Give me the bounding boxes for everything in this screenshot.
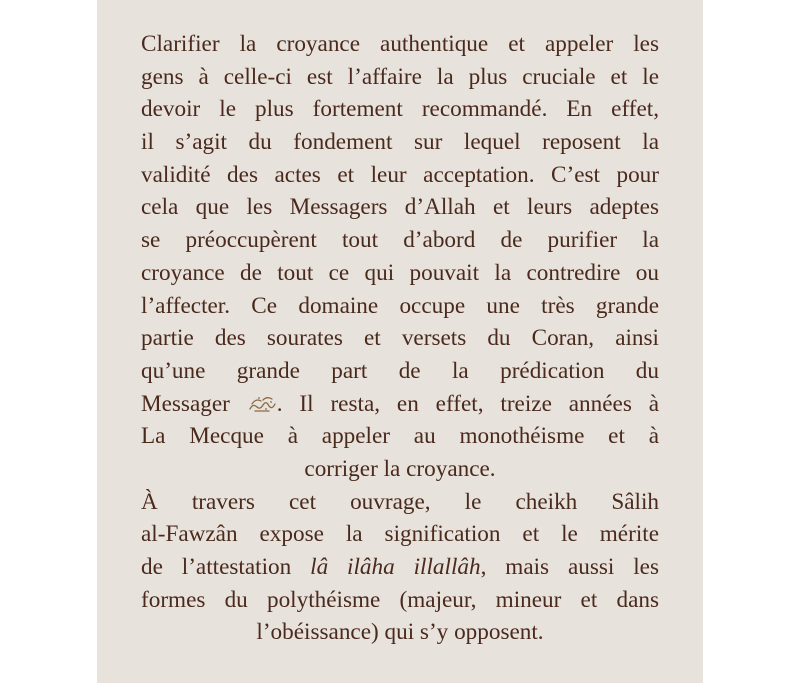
- text-line: Clarifier la croyance authentique et appeler les: [141, 31, 659, 57]
- text-line: partie des sourates et versets du Coran, ainsi: [141, 325, 659, 352]
- text-line: cela que les Messagers d’Allah et leurs adeptes: [141, 194, 659, 221]
- text-line: qu’une grande part de la prédication du: [141, 357, 659, 384]
- arabic-honorific-seal-icon: [247, 394, 277, 414]
- text-segment: . Il resta, en effet, treize années à: [276, 390, 660, 417]
- book-page: [97, 0, 703, 683]
- text-line: al-Fawzân expose la signification et le mérite: [141, 521, 659, 548]
- text-segment: Messager: [141, 390, 230, 417]
- text-line: l’obéissance) qui s’y opposent.: [256, 619, 544, 646]
- text-line: validité des actes et leur acceptation. C’est pour: [141, 161, 659, 188]
- text-line: À travers cet ouvrage, le cheikh Sâlih: [141, 488, 659, 515]
- text-line: se préoccupèrent tout d’abord de purifier la: [141, 227, 659, 254]
- text-segment: , mais aussi les: [480, 554, 659, 580]
- text-line: gens à celle-ci est l’affaire la plus cruciale et le: [141, 63, 659, 90]
- text-line: l’affecter. Ce domaine occupe une très grande: [141, 292, 659, 319]
- text-line: corriger la croyance.: [304, 455, 496, 482]
- italic-transliteration: lâ ilâha illallâh: [310, 554, 481, 580]
- text-line: [141, 551, 659, 584]
- text-line: il s’agit du fondement sur lequel reposent la: [141, 129, 659, 156]
- body-text: [141, 28, 659, 649]
- text-line: croyance de tout ce qui pouvait la contredire ou: [141, 259, 659, 286]
- text-line: devoir le plus fortement recommandé. En effet,: [141, 96, 659, 123]
- text-segment: de l’attestation: [141, 554, 311, 580]
- text-line: La Mecque à appeler au monothéisme et à: [141, 423, 659, 450]
- text-line-with-seal: [141, 388, 659, 421]
- text-line: formes du polythéisme (majeur, mineur et dans: [141, 586, 659, 613]
